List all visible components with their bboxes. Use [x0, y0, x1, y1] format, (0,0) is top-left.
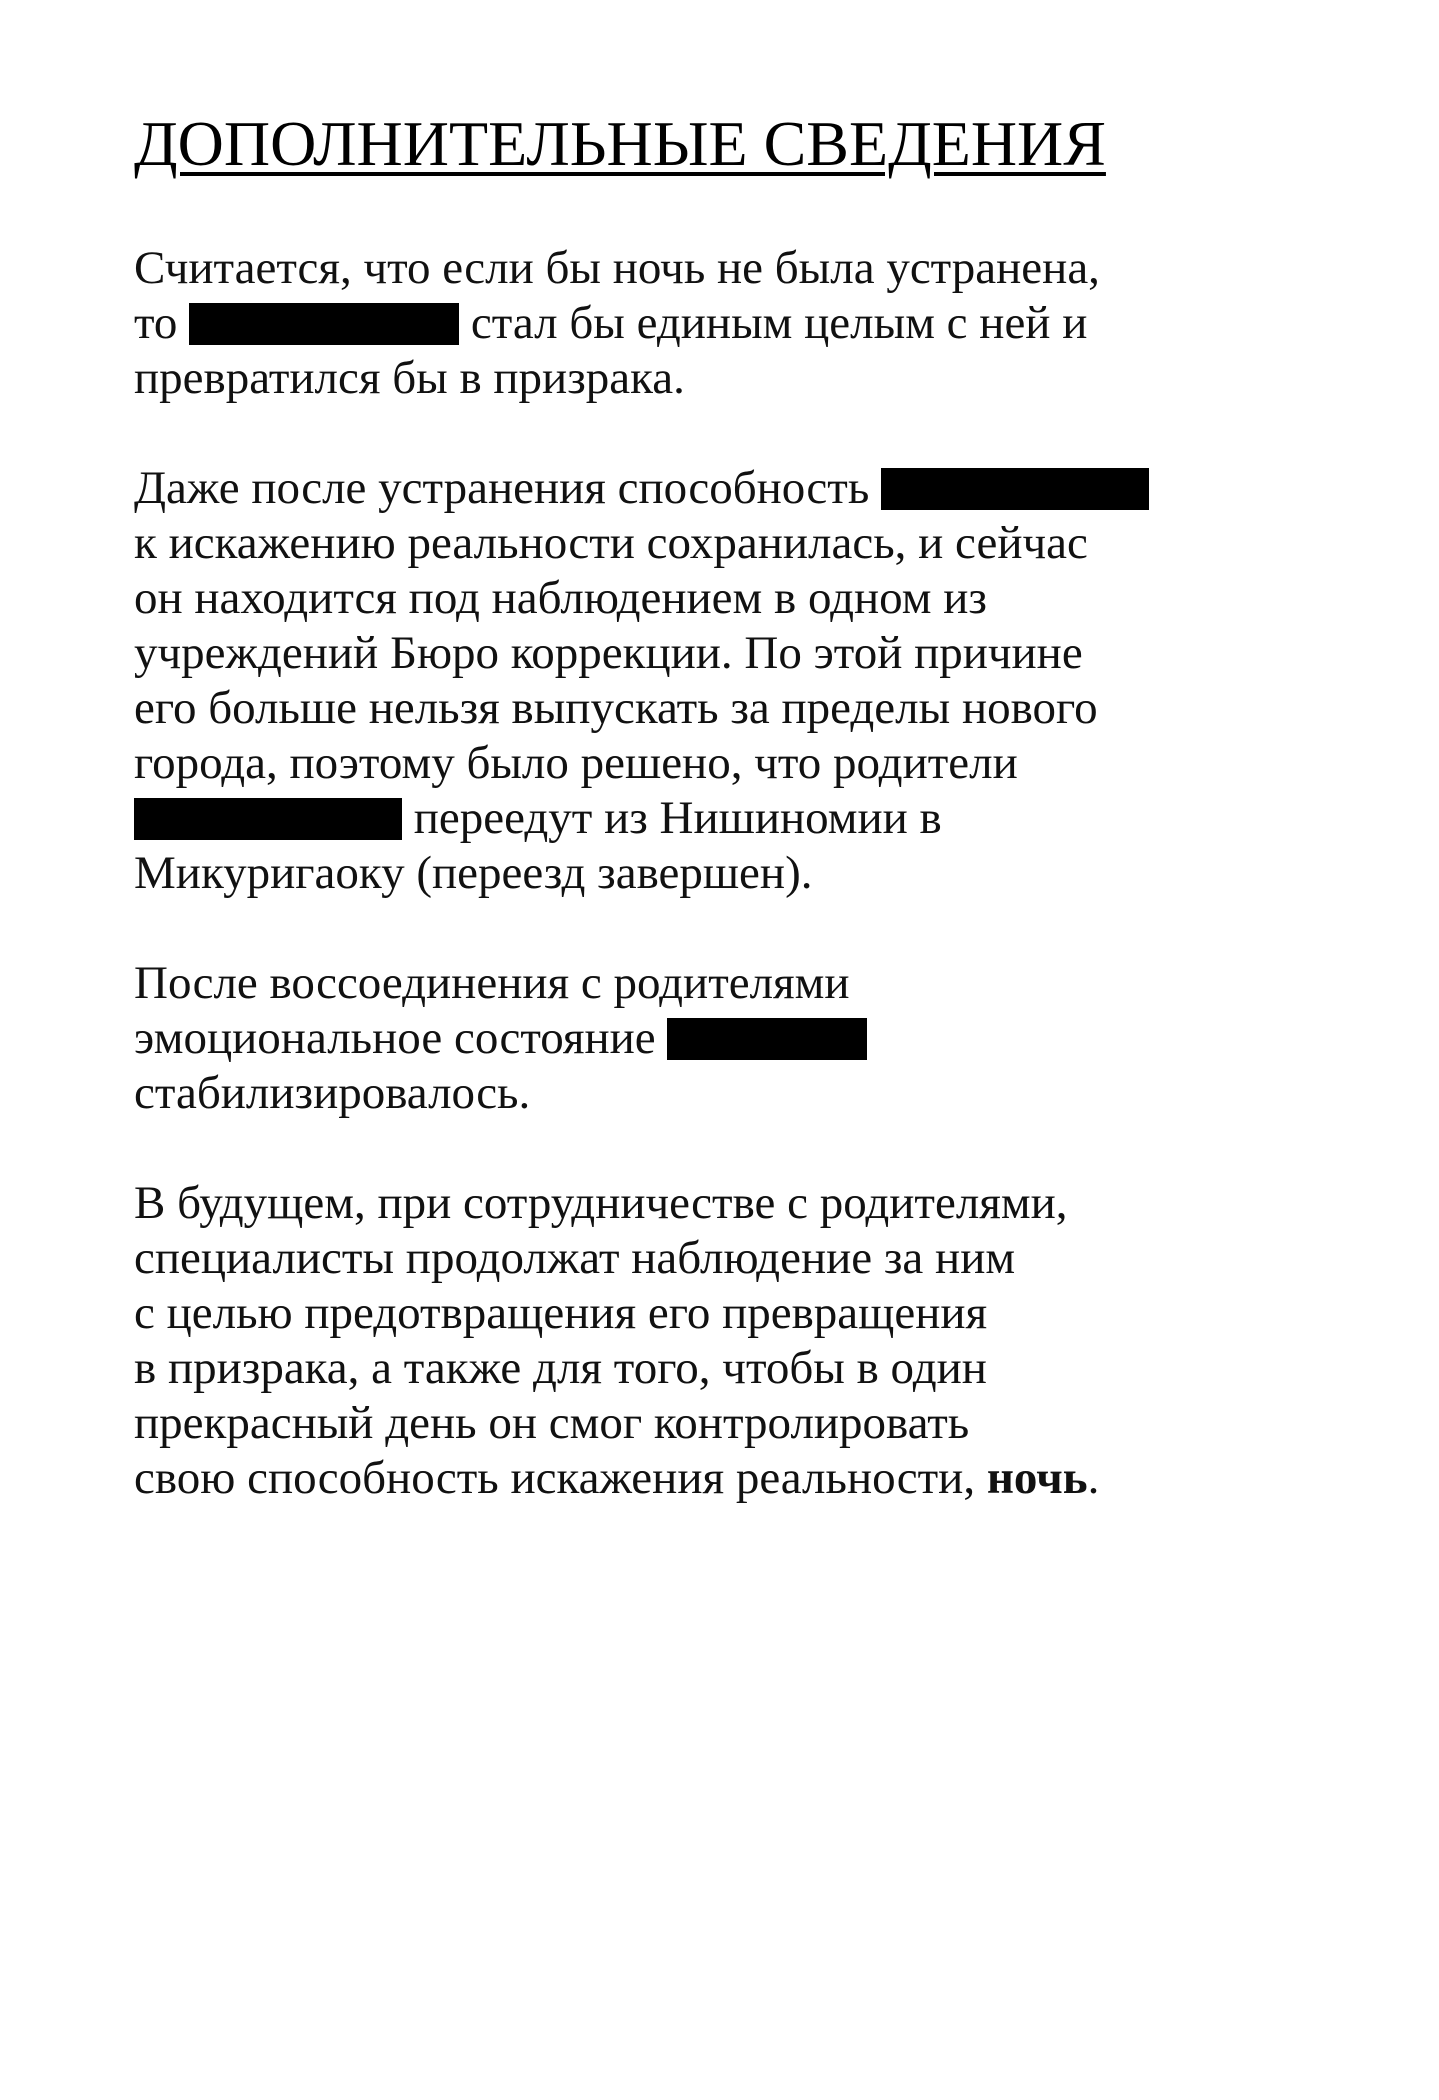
page-title: ДОПОЛНИТЕЛЬНЫЕ СВЕДЕНИЯ	[134, 108, 1106, 179]
p2-line-4: учреждений Бюро коррекции. По этой причине	[134, 627, 1083, 679]
p2-line-8: Микуригаоку (переезд завершен).	[134, 847, 813, 899]
p4-line-4: в призрака, а также для того, чтобы в один	[134, 1342, 987, 1394]
p4-line-6-period: .	[1087, 1452, 1100, 1504]
p1-line-2	[134, 295, 1087, 351]
p2-line-1-text: Даже после устранения способность	[134, 462, 870, 514]
redaction-bar	[189, 303, 459, 345]
p2-line-7-text: переедут из Нишиномии в	[413, 792, 942, 844]
p4-line-3: с целью предотвращения его превращения	[134, 1287, 988, 1339]
redaction-bar	[134, 798, 402, 840]
p2-line-6: города, поэтому было решено, что родители	[134, 737, 1018, 789]
p1-line-1: Считается, что если бы ночь не была устранена,	[134, 242, 1100, 294]
p1-line-2-start: то	[134, 297, 178, 349]
p4-line-5: прекрасный день он смог контролировать	[134, 1397, 970, 1449]
p2-line-7	[134, 790, 942, 846]
p1-line-3: превратился бы в призрака.	[134, 352, 685, 404]
p2-line-5: его больше нельзя выпускать за пределы нового	[134, 682, 1098, 734]
p3-line-2	[134, 1010, 867, 1066]
p2-line-1	[134, 460, 1149, 516]
p3-line-2-text: эмоциональное состояние	[134, 1012, 656, 1064]
p3-line-1: После воссоединения с родителями	[134, 957, 850, 1009]
p4-line-1: В будущем, при сотрудничестве с родителями,	[134, 1177, 1068, 1229]
p2-line-3: он находится под наблюдением в одном из	[134, 572, 987, 624]
p4-line-2: специалисты продолжат наблюдение за ним	[134, 1232, 1016, 1284]
p3-line-3: стабилизировалось.	[134, 1067, 531, 1119]
redaction-bar	[667, 1018, 867, 1060]
emphasis-word: ночь	[986, 1452, 1088, 1504]
p1-line-2-end: стал бы единым целым с ней и	[470, 297, 1088, 349]
p2-line-2: к искажению реальности сохранилась, и сейчас	[134, 517, 1088, 569]
redaction-bar	[881, 468, 1149, 510]
p4-line-6	[134, 1450, 1099, 1506]
p4-line-6-text: свою способность искажения реальности,	[134, 1452, 976, 1504]
